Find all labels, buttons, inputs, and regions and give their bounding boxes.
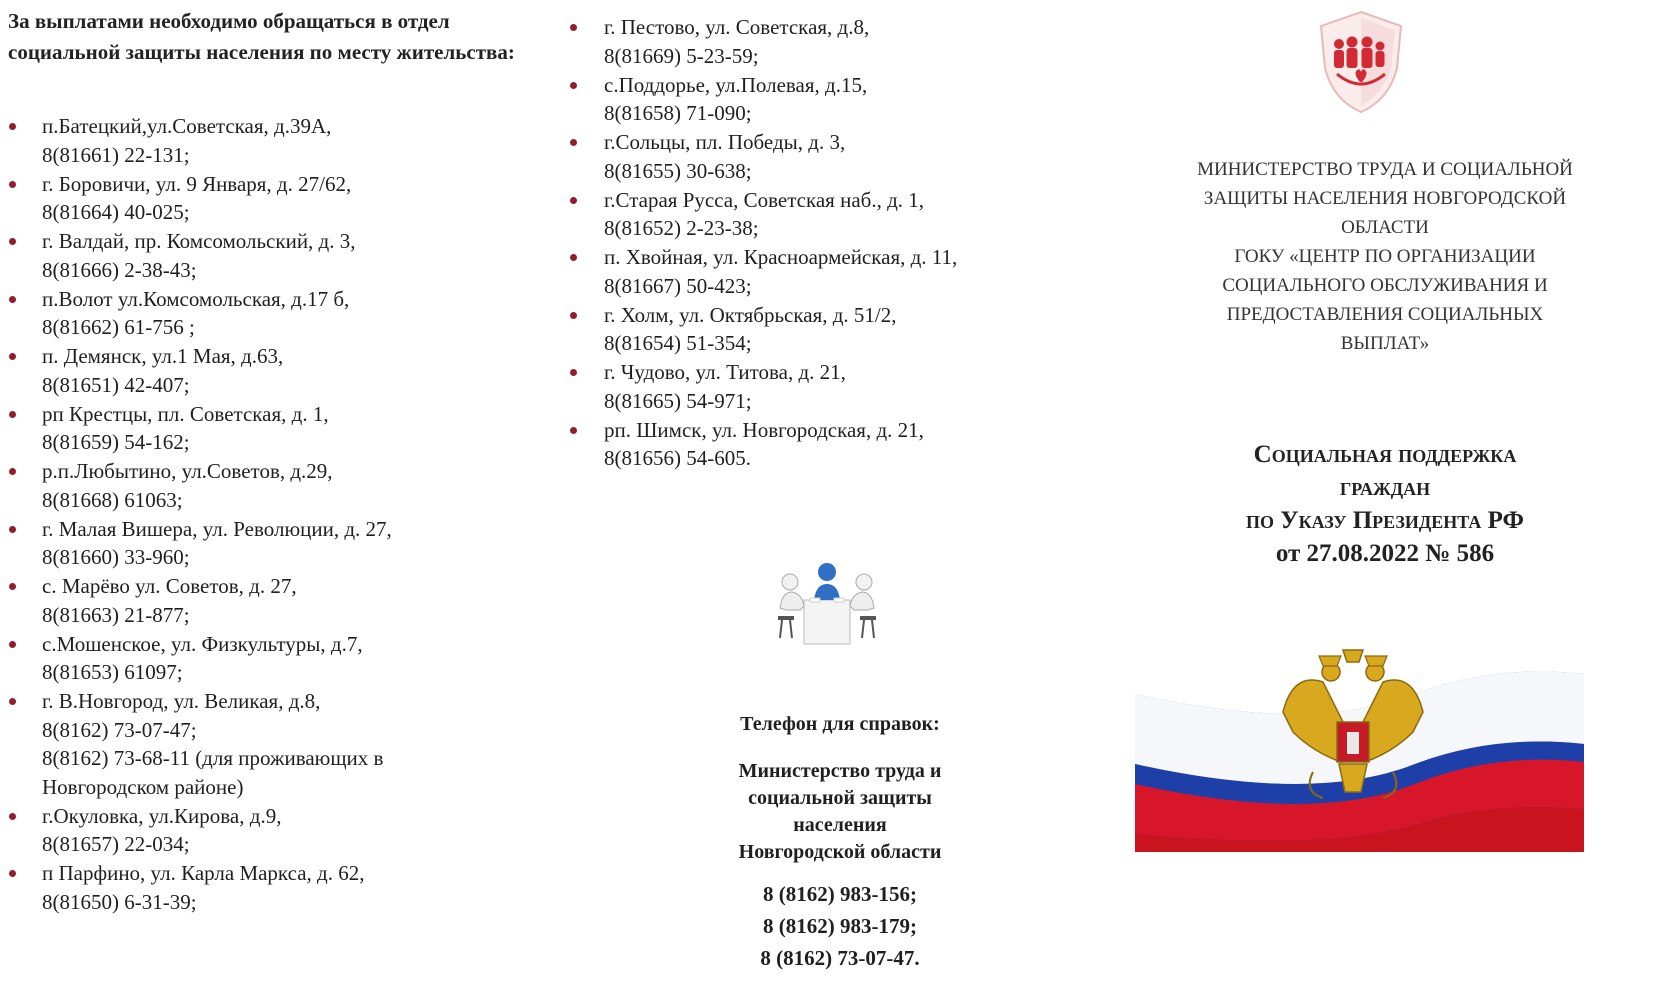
address-text: г.Окуловка, ул.Кирова, д.9, xyxy=(42,803,282,828)
phone-text: 8(81655) 30-638; xyxy=(604,158,752,183)
bullet-icon xyxy=(9,123,16,130)
brochure-title xyxy=(1130,438,1640,570)
address-item xyxy=(0,859,540,916)
address-text: г. Малая Вишера, ул. Революции, д. 27, xyxy=(42,516,392,541)
ministry-line: Новгородской области xyxy=(738,841,942,863)
address-text: г.Старая Русса, Советская наб., д. 1, xyxy=(604,187,925,212)
contact-phone: 8 (8162) 983-156; xyxy=(763,882,917,906)
address-text: г.Сольцы, пл. Победы, д. 3, xyxy=(604,130,846,154)
phone-text: 8(81660) 33-960; xyxy=(42,545,190,569)
bullet-icon xyxy=(9,526,16,533)
bullet-icon xyxy=(9,238,16,245)
org-line: ЗАЩИТЫ НАСЕЛЕНИЯ НОВГОРОДСКОЙ xyxy=(1203,188,1567,209)
address-text: г. Чудово, ул. Титова, д. 21, xyxy=(604,360,846,384)
address-text: г. Холм, ул. Октябрьская, д. 51/2, xyxy=(604,302,897,327)
bullet-icon xyxy=(570,369,577,376)
address-item xyxy=(560,243,1080,300)
address-text: с.Мошенское, ул. Физкультуры, д.7, xyxy=(42,631,363,656)
phone-text: 8(81656) 54-605. xyxy=(604,446,751,470)
address-text: п.Батецкий,ул.Советская, д.39А, xyxy=(42,114,332,138)
phone-text: 8(81654) 51-354; xyxy=(604,331,752,355)
contact-phones xyxy=(630,878,1050,974)
bullet-icon xyxy=(9,353,16,360)
address-text: п. Демянск, ул.1 Мая, д.63, xyxy=(42,344,284,368)
payments-heading: За выплатами необходимо обращаться в отдел социальной защиты населения по месту жительства: xyxy=(8,9,515,64)
phone-text: 8(81653) 61097; xyxy=(42,660,183,684)
phone-text: 8(81651) 42-407; xyxy=(42,372,190,397)
bullet-icon xyxy=(570,312,577,319)
address-item xyxy=(0,802,540,859)
ministry-line: социальной защиты xyxy=(748,787,932,809)
phone-text: 8(81662) 61-756 ; xyxy=(42,315,195,339)
address-item xyxy=(560,358,1080,415)
bullet-icon xyxy=(9,641,16,648)
address-item xyxy=(560,128,1080,185)
russian-flag-coat-of-arms-image xyxy=(1135,634,1584,852)
address-item xyxy=(560,186,1080,243)
phone-text: 8(81657) 22-034; xyxy=(42,832,190,856)
address-text: п. Хвойная, ул. Красноармейская, д. 11, xyxy=(604,245,958,269)
phone-text: 8(8162) 73-68-11 (для проживающих в xyxy=(42,746,384,770)
bullet-icon xyxy=(9,181,16,188)
phone-text: 8(81652) 2-23-38; xyxy=(604,216,759,240)
address-text: рп Крестцы, пл. Советская, д. 1, xyxy=(42,401,329,426)
org-line: ПРЕДОСТАВЛЕНИЯ СОЦИАЛЬНЫХ xyxy=(1226,304,1544,325)
address-item xyxy=(0,285,540,342)
address-text: г. В.Новгород, ул. Великая, д.8, xyxy=(42,689,321,713)
title-line: граждан xyxy=(1339,474,1431,501)
address-text: г. Пестово, ул. Советская, д.8, xyxy=(604,15,870,39)
phone-text: 8(81650) 6-31-39; xyxy=(42,889,197,914)
ministry-name xyxy=(630,758,1050,866)
phone-text: 8(81665) 54-971; xyxy=(604,388,752,413)
address-text: с. Марёво ул. Советов, д. 27, xyxy=(42,574,297,598)
bullet-icon xyxy=(570,254,577,261)
address-item xyxy=(560,301,1080,358)
address-item xyxy=(0,170,540,227)
address-item xyxy=(0,515,540,572)
address-text: рп. Шимск, ул. Новгородская, д. 21, xyxy=(604,417,924,442)
contact-phone: 8 (8162) 73-07-47. xyxy=(760,946,920,970)
phone-text: 8(81667) 50-423; xyxy=(604,273,752,298)
address-item xyxy=(560,13,1080,70)
org-line: ОБЛАСТИ xyxy=(1341,217,1429,238)
contact-block xyxy=(630,710,1050,974)
left-address-list xyxy=(0,112,540,917)
organization-name xyxy=(1130,155,1640,358)
org-line: ГОКУ «ЦЕНТР ПО ОРГАНИЗАЦИИ xyxy=(1234,246,1536,267)
phone-text: 8(81668) 61063; xyxy=(42,487,183,512)
bullet-icon xyxy=(570,139,577,146)
address-item xyxy=(0,400,540,457)
bullet-icon xyxy=(9,813,16,820)
phone-text: 8(81666) 2-38-43; xyxy=(42,257,197,282)
bullet-icon xyxy=(9,411,16,418)
contact-phone: 8 (8162) 983-179; xyxy=(763,914,917,938)
address-item xyxy=(560,71,1080,128)
address-text: п.Волот ул.Комсомольская, д.17 б, xyxy=(42,286,350,311)
middle-address-list xyxy=(560,13,1080,473)
address-item xyxy=(560,416,1080,473)
title-line: Социальная поддержка xyxy=(1253,441,1517,468)
bullet-icon xyxy=(570,24,577,31)
title-line: по Указу Президента РФ xyxy=(1246,507,1524,534)
address-item xyxy=(0,227,540,284)
phone-text: 8(81669) 5-23-59; xyxy=(604,43,759,68)
address-text: г. Валдай, пр. Комсомольский, д. 3, xyxy=(42,229,356,253)
phone-text: 8(81659) 54-162; xyxy=(42,430,190,454)
social-protection-logo xyxy=(1317,8,1405,116)
address-item xyxy=(0,342,540,399)
address-text: р.п.Любытино, ул.Советов, д.29, xyxy=(42,459,333,483)
contact-title: Телефон для справок: xyxy=(740,713,940,735)
phone-text: Новгородском районе) xyxy=(42,774,244,799)
address-text: г. Боровичи, ул. 9 Января, д. 27/62, xyxy=(42,171,352,196)
address-item xyxy=(0,630,540,687)
bullet-icon xyxy=(570,427,577,434)
bullet-icon xyxy=(570,82,577,89)
phone-text: 8(8162) 73-07-47; xyxy=(42,717,197,742)
phone-text: 8(81664) 40-025; xyxy=(42,200,190,224)
address-text: с.Поддорье, ул.Полевая, д.15, xyxy=(604,72,868,97)
ministry-line: Министерство труда и xyxy=(738,760,942,782)
bullet-icon xyxy=(9,870,16,877)
address-item xyxy=(0,572,540,629)
org-line: СОЦИАЛЬНОГО ОБСЛУЖИВАНИЯ И xyxy=(1222,275,1548,296)
org-line: ВЫПЛАТ» xyxy=(1340,333,1430,354)
title-line: от 27.08.2022 № 586 xyxy=(1275,540,1495,567)
bullet-icon xyxy=(9,583,16,590)
phone-text: 8(81661) 22-131; xyxy=(42,142,190,167)
address-item xyxy=(0,457,540,514)
phone-text: 8(81658) 71-090; xyxy=(604,101,752,125)
bullet-icon xyxy=(9,296,16,303)
address-item xyxy=(0,687,540,801)
ministry-line: населения xyxy=(793,814,887,836)
phone-text: 8(81663) 21-877; xyxy=(42,602,190,627)
address-item xyxy=(0,112,540,169)
bullet-icon xyxy=(9,468,16,475)
address-text: п Парфино, ул. Карла Маркса, д. 62, xyxy=(42,861,365,885)
meeting-people-icon xyxy=(772,560,882,650)
bullet-icon xyxy=(570,197,577,204)
bullet-icon xyxy=(9,698,16,705)
org-line: МИНИСТЕРСТВО ТРУДА И СОЦИАЛЬНОЙ xyxy=(1197,159,1573,180)
